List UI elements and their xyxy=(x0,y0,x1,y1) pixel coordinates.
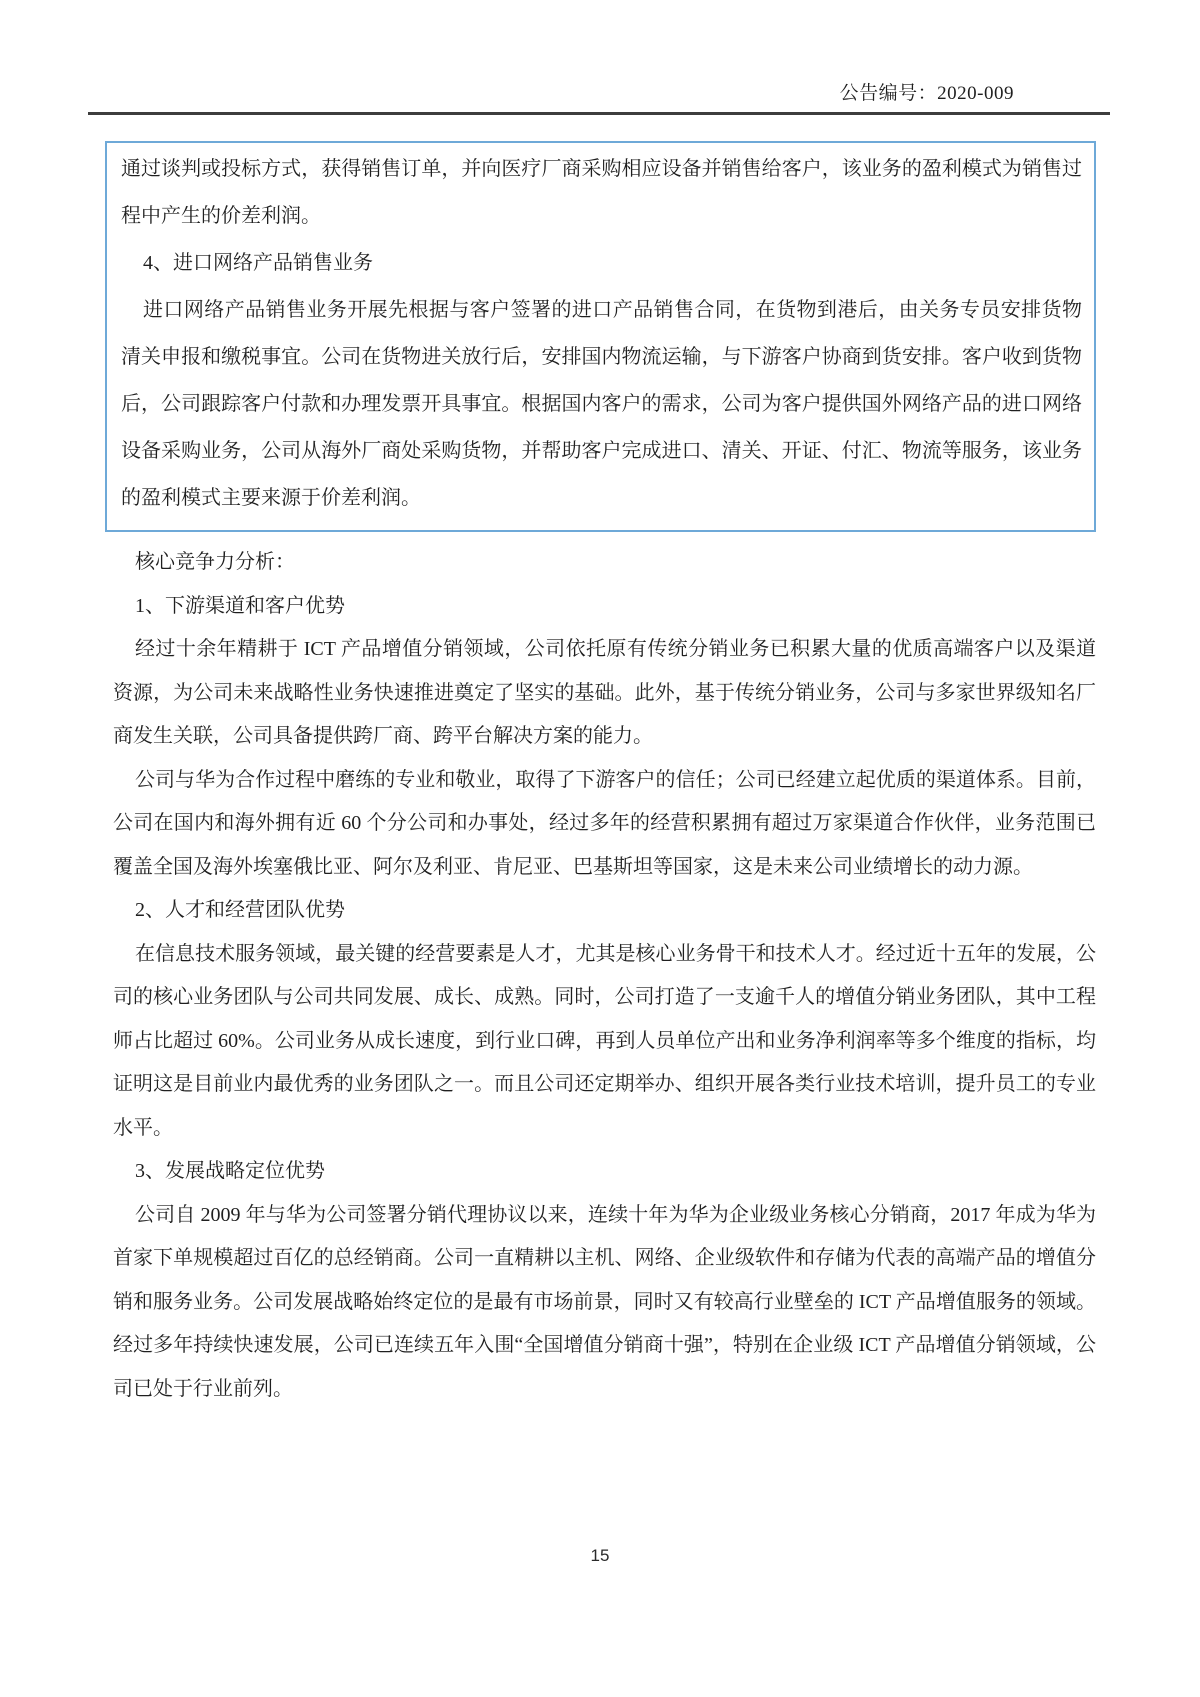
highlighted-text-box xyxy=(105,141,1096,532)
page-footer xyxy=(0,1546,1200,1566)
section-heading: 2、人才和经营团队优势 xyxy=(135,899,345,921)
box-paragraph: 进口网络产品销售业务开展先根据与客户签署的进口产品销售合同，在货物到港后，由关务专员安排货物清关申报和缴税事宜。公司在货物进关放行后，安排国内物流运输，与下游客户协商到货安排。客户收到货物后，公司跟踪客户付款和办理发票开具事宜。根据国内客户的需求，公司为客户提供国外网络产品的进口网络设备采购业务，公司从海外厂商处采购货物，并帮助客户完成进口、清关、开证、付汇、物流等服务，该业务的盈利模式主要来源于价差利润。 xyxy=(121,299,1082,509)
body-paragraph: 经过十余年精耕于 ICT 产品增值分销领域，公司依托原有传统分销业务已积累大量的优质高端客户以及渠道资源，为公司未来战略性业务快速推进奠定了坚实的基础。此外，基于传统分销业务，公司与多家世界级知名厂商发生关联，公司具备提供跨厂商、跨平台解决方案的能力。 xyxy=(113,638,1096,747)
section-heading: 1、下游渠道和客户优势 xyxy=(135,594,345,617)
box-subheading: 4、进口网络产品销售业务 xyxy=(143,252,373,274)
announcement-number: 公告编号：2020-009 xyxy=(839,83,1014,104)
body-paragraph: 在信息技术服务领域，最关键的经营要素是人才，尤其是核心业务骨干和技术人才。经过近十五年的发展，公司的核心业务团队与公司共同发展、成长、成熟。同时，公司打造了一支逾千人的增值分销业务团队，其中工程师占比超过 60%。公司业务从成长速度，到行业口碑，再到人员单位产出和业务净利润率等多个维度的指标，均证明这是目前业内最优秀的业务团队之一。而且公司还定期举办、组织开展各类行业技术培训，提升员工的专业水平。 xyxy=(113,942,1096,1139)
document-header xyxy=(88,78,1110,105)
body-text xyxy=(113,541,1096,1411)
body-paragraph: 公司与华为合作过程中磨练的专业和敬业，取得了下游客户的信任；公司已经建立起优质的渠道体系。目前，公司在国内和海外拥有近 60 个分公司和办事处，经过多年的经营积累拥有超过万家渠道合作伙伴，业务范围已覆盖全国及海外埃塞俄比亚、阿尔及利亚、肯尼亚、巴基斯坦等国家，这是未来公司业绩增长的动力源。 xyxy=(113,768,1096,878)
box-paragraph: 通过谈判或投标方式，获得销售订单，并向医疗厂商采购相应设备并销售给客户，该业务的盈利模式为销售过程中产生的价差利润。 xyxy=(121,158,1082,227)
section-heading: 核心竞争力分析： xyxy=(135,551,295,573)
header-divider xyxy=(88,112,1110,115)
page-number: 15 xyxy=(590,1546,610,1565)
page-content xyxy=(113,141,1096,1411)
section-heading: 3、发展战略定位优势 xyxy=(135,1160,325,1182)
body-paragraph: 公司自 2009 年与华为公司签署分销代理协议以来，连续十年为华为企业级业务核心分销商，2017 年成为华为首家下单规模超过百亿的总经销商。公司一直精耕以主机、网络、企业级软件和存储为代表的高端产品的增值分销和服务业务。公司发展战略始终定位的是最有市场前景，同时又有较高行业壁垒的 ICT 产品增值服务的领域。经过多年持续快速发展，公司已连续五年入围“全国增值分销商十强”，特别在企业级 ICT 产品增值分销领域，公司已处于行业前列。 xyxy=(113,1203,1096,1400)
